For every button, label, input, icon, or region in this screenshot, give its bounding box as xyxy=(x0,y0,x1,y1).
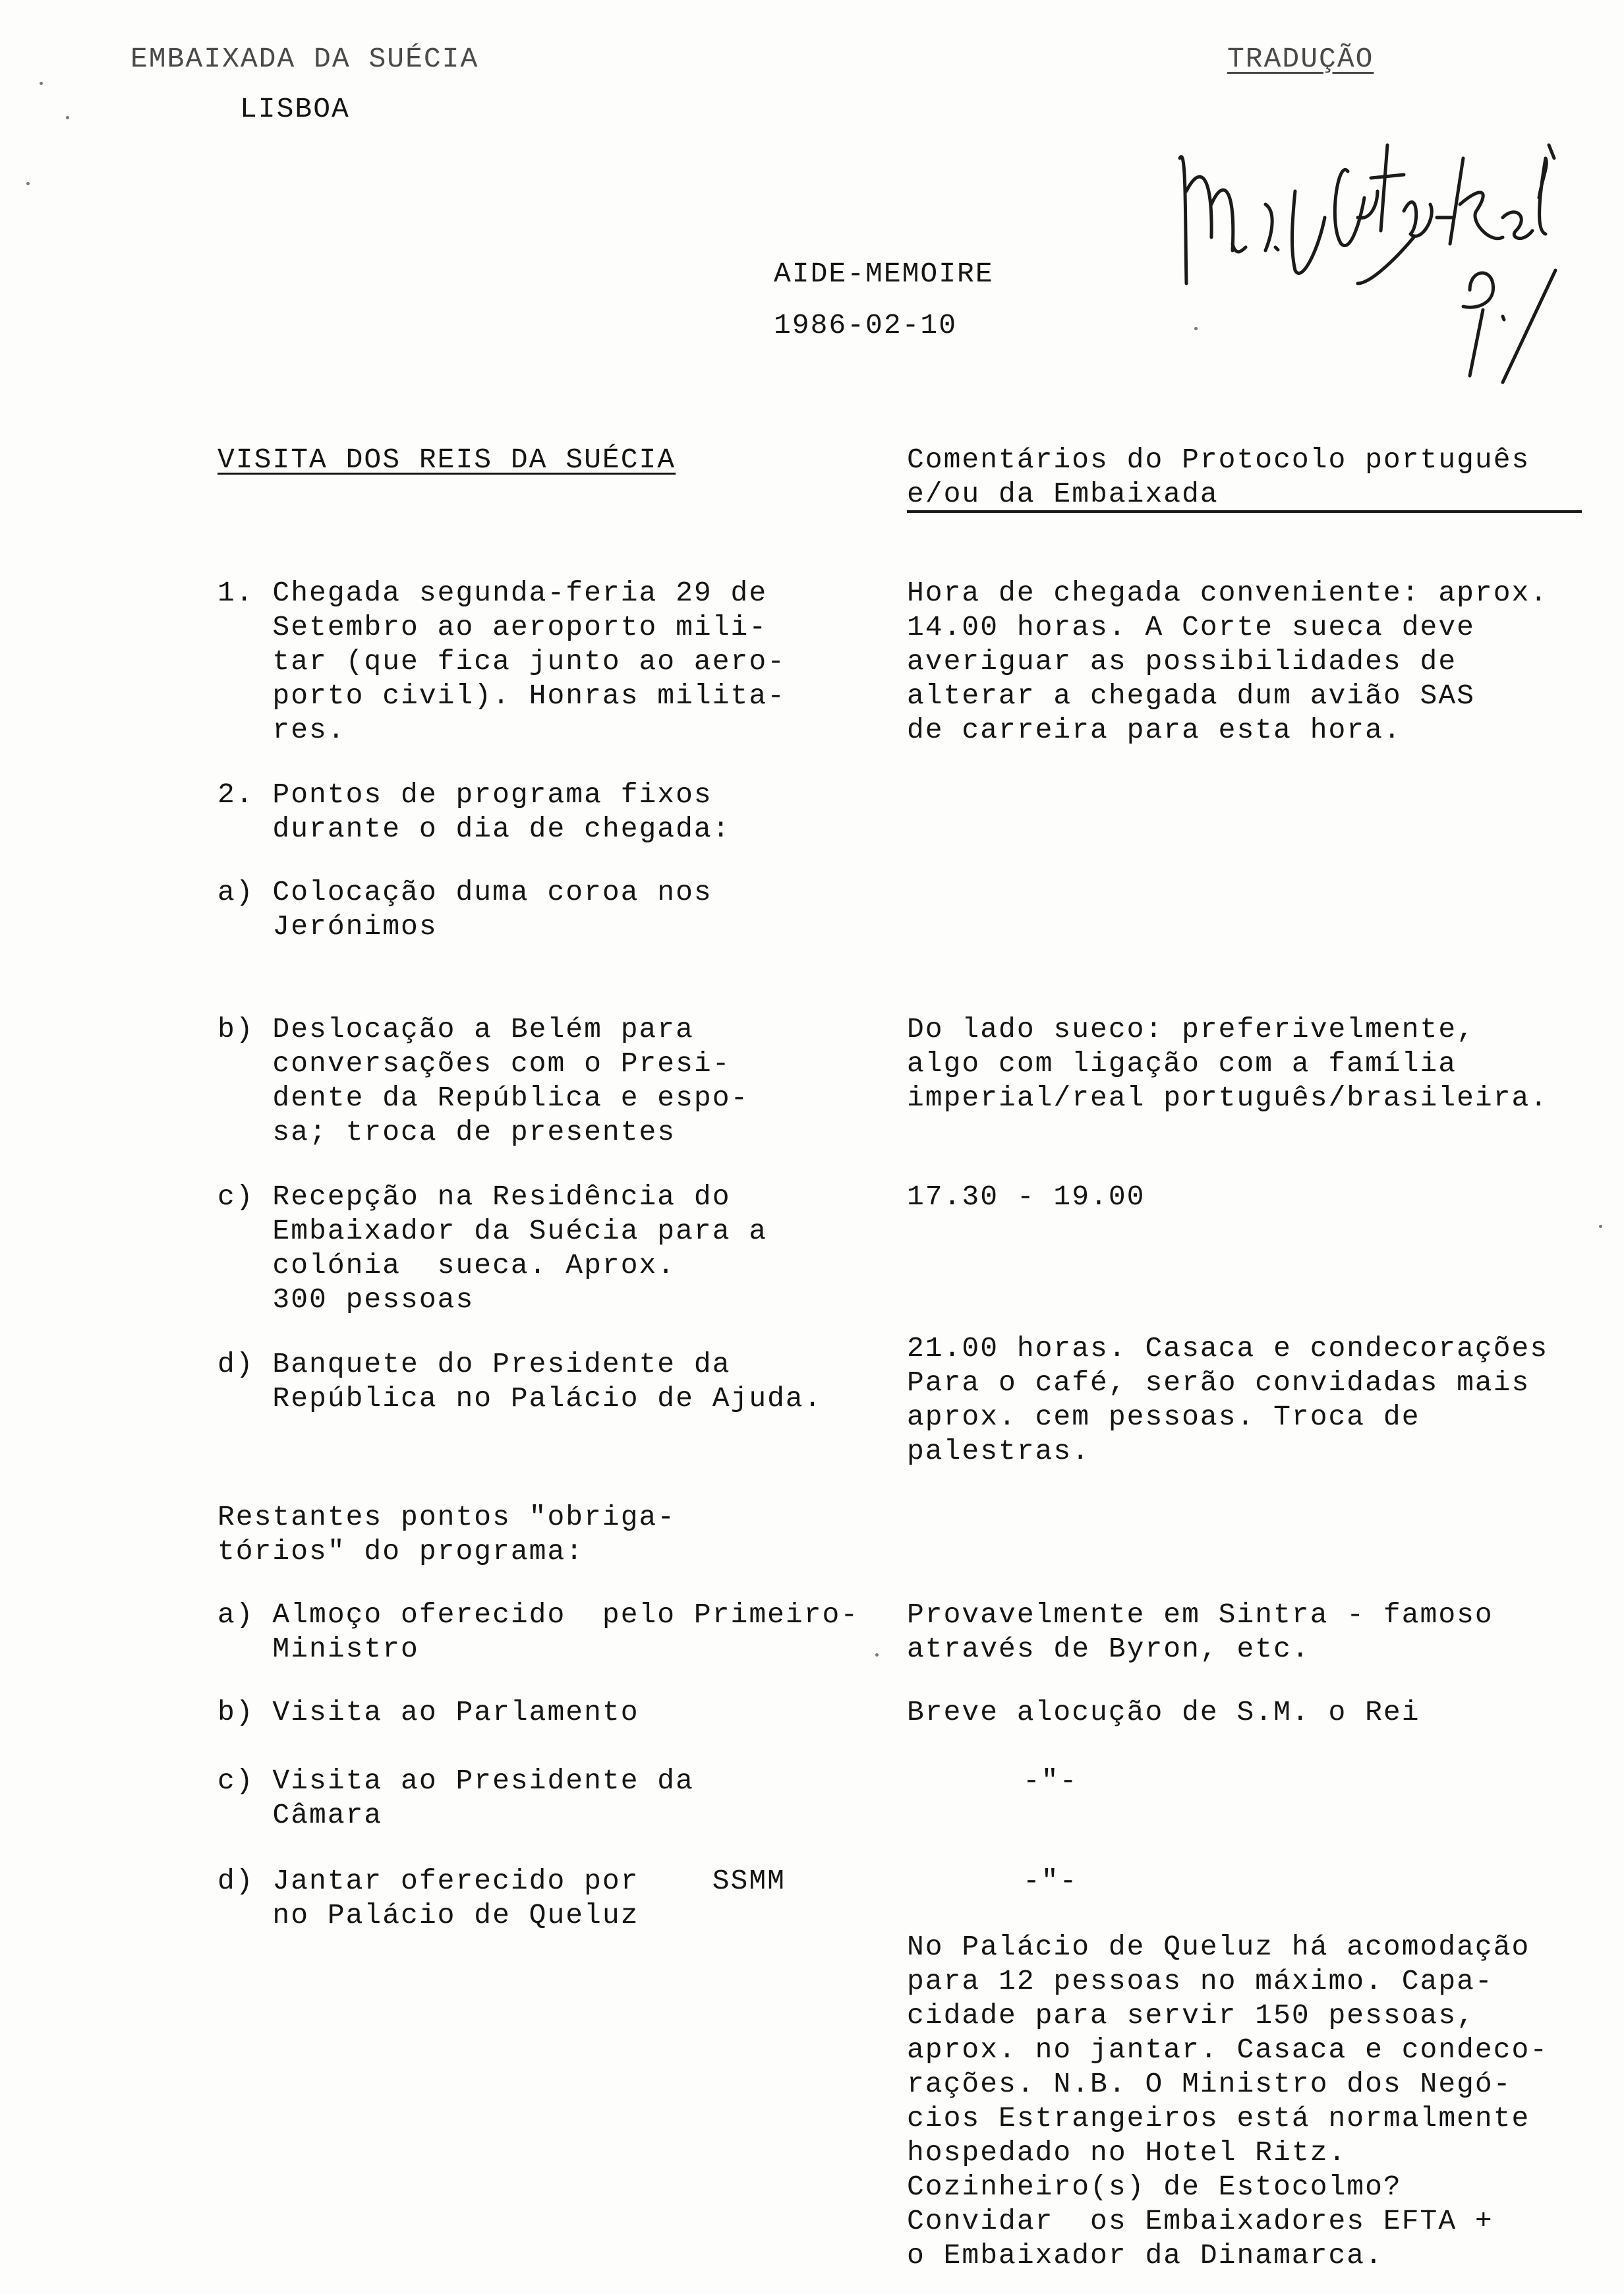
item-3-line: tórios" do programa: xyxy=(218,1535,585,1568)
embassy-header: EMBAIXADA DA SUÉCIA xyxy=(130,43,479,75)
handwritten-signature xyxy=(1160,119,1569,396)
item-2c-line: c) Recepção na Residência do xyxy=(218,1181,731,1213)
queluz-note-line: para 12 pessoas no máximo. Capa- xyxy=(907,1965,1494,1997)
item-2a-line: a) Colocação duma coroa nos xyxy=(218,876,712,908)
item-3a-comment: Provavelmente em Sintra - famoso xyxy=(907,1599,1494,1631)
scan-speck xyxy=(26,182,30,185)
item-1-comment: Hora de chegada conveniente: aprox. xyxy=(907,577,1549,609)
item-2-line: durante o dia de chegada: xyxy=(218,813,731,845)
item-1-comment: de carreira para esta hora. xyxy=(907,714,1402,746)
ditto-mark: -"- xyxy=(1023,1865,1078,1897)
item-2b-comment: imperial/real português/brasileira. xyxy=(907,1082,1549,1114)
item-2b-comment: algo com ligação com a família xyxy=(907,1047,1457,1080)
item-2d-comment: 21.00 horas. Casaca e condecorações xyxy=(907,1332,1549,1365)
item-2d-line: República no Palácio de Ajuda. xyxy=(218,1382,823,1415)
scan-speck xyxy=(66,116,69,119)
item-1-line: tar (que fica junto ao aero- xyxy=(218,645,786,678)
item-3c-line: Câmara xyxy=(218,1799,383,1831)
item-3b-comment: Breve alocução de S.M. o Rei xyxy=(907,1696,1420,1728)
scan-speck xyxy=(1599,1225,1602,1228)
scan-speck xyxy=(40,82,43,85)
item-2c-line: colónia sueca. Aprox. xyxy=(218,1249,676,1281)
item-3b-line: b) Visita ao Parlamento xyxy=(218,1696,639,1728)
queluz-note-line: hospedado no Hotel Ritz. xyxy=(907,2136,1347,2169)
document-type: AIDE-MEMOIRE xyxy=(774,258,994,290)
item-2c-line: 300 pessoas xyxy=(218,1283,475,1316)
item-2c-line: Embaixador da Suécia para a xyxy=(218,1215,768,1247)
queluz-note-line: Convidar os Embaixadores EFTA + xyxy=(907,2205,1494,2237)
scan-speck xyxy=(875,1653,879,1657)
item-2-line: 2. Pontos de programa fixos xyxy=(218,779,712,811)
item-2b-line: b) Deslocação a Belém para xyxy=(218,1013,694,1045)
item-2b-comment: Do lado sueco: preferivelmente, xyxy=(907,1013,1475,1045)
item-3c-line: c) Visita ao Presidente da xyxy=(218,1765,694,1797)
item-1-line: porto civil). Honras milita- xyxy=(218,680,786,712)
queluz-note-line: o Embaixador da Dinamarca. xyxy=(907,2239,1383,2272)
item-1-comment: 14.00 horas. A Corte sueca deve xyxy=(907,611,1475,643)
translation-mark: TRADUÇÃO xyxy=(1227,43,1374,75)
left-column-heading: VISITA DOS REIS DA SUÉCIA xyxy=(218,444,676,476)
queluz-note-line: cidade para servir 150 pessoas, xyxy=(907,1999,1475,2032)
item-3a-line: Ministro xyxy=(218,1633,419,1665)
item-2d-comment: Para o café, serão convidadas mais xyxy=(907,1367,1530,1399)
queluz-note-line: cios Estrangeiros está normalmente xyxy=(907,2102,1530,2134)
item-2b-line: sa; troca de presentes xyxy=(218,1116,676,1148)
ditto-mark: -"- xyxy=(1023,1765,1078,1797)
item-3a-comment: através de Byron, etc. xyxy=(907,1633,1310,1665)
right-column-heading-line1: Comentários do Protocolo português xyxy=(907,444,1530,476)
item-2b-line: conversações com o Presi- xyxy=(218,1047,731,1080)
item-1-line: Setembro ao aeroporto mili- xyxy=(218,611,768,643)
queluz-note-line: aprox. no jantar. Casaca e condeco- xyxy=(907,2034,1549,2066)
right-column-heading-line2: e/ou da Embaixada xyxy=(907,478,1219,510)
queluz-note-line: No Palácio de Queluz há acomodação xyxy=(907,1931,1530,1963)
item-2d-line: d) Banquete do Presidente da xyxy=(218,1348,731,1380)
item-2a-line: Jerónimos xyxy=(218,910,438,943)
item-1-line: res. xyxy=(218,714,346,746)
item-2d-comment: palestras. xyxy=(907,1435,1091,1467)
heading-rule xyxy=(907,510,1582,513)
queluz-note-line: rações. N.B. O Ministro dos Negó- xyxy=(907,2068,1512,2100)
item-3-line: Restantes pontos "obriga- xyxy=(218,1501,676,1533)
item-1-line: 1. Chegada segunda-feria 29 de xyxy=(218,577,768,609)
city-header: LISBOA xyxy=(240,93,350,125)
queluz-note-line: Cozinheiro(s) de Estocolmo? xyxy=(907,2171,1402,2203)
item-1-comment: averiguar as possibilidades de xyxy=(907,645,1457,678)
item-2b-line: dente da República e espo- xyxy=(218,1082,749,1114)
document-date: 1986-02-10 xyxy=(774,309,958,341)
item-3d-line: no Palácio de Queluz xyxy=(218,1899,639,1931)
item-3d-line: d) Jantar oferecido por SSMM xyxy=(218,1865,786,1897)
item-1-comment: alterar a chegada dum avião SAS xyxy=(907,680,1475,712)
item-2c-comment: 17.30 - 19.00 xyxy=(907,1181,1146,1213)
item-2d-comment: aprox. cem pessoas. Troca de xyxy=(907,1401,1420,1433)
scan-speck xyxy=(1194,327,1198,330)
item-3a-line: a) Almoço oferecido pelo Primeiro- xyxy=(218,1599,859,1631)
